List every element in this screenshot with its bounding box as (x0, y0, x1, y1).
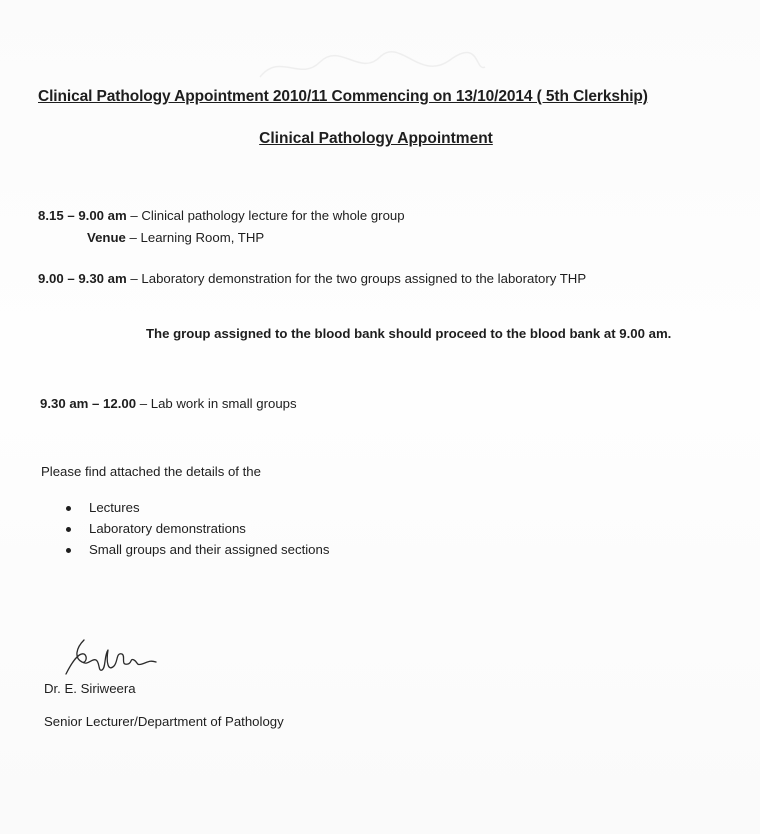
document-title: Clinical Pathology Appointment 2010/11 Commencing on 13/10/2014 ( 5th Clerkship) (38, 88, 648, 105)
signatory-title: Senior Lecturer/Department of Pathology (44, 714, 284, 729)
schedule-time: 9.00 – 9.30 am (38, 271, 127, 286)
signatory-name: Dr. E. Siriweera (44, 681, 136, 696)
bullet-icon (66, 548, 71, 553)
list-item-text: Lectures (89, 500, 140, 515)
venue-label: Venue (87, 230, 126, 245)
schedule-time: 8.15 – 9.00 am (38, 208, 127, 223)
venue-value: – Learning Room, THP (129, 230, 265, 245)
schedule-description: – Clinical pathology lecture for the whole group (130, 208, 405, 223)
schedule-row-lab-work (40, 396, 297, 411)
bullet-icon (66, 527, 71, 532)
attachments-list (64, 499, 329, 562)
schedule-description: – Lab work in small groups (139, 396, 297, 411)
list-item-text: Small groups and their assigned sections (89, 542, 330, 557)
schedule-description: – Laboratory demonstration for the two groups assigned to the laboratory THP (130, 271, 587, 286)
list-item (64, 541, 329, 562)
list-item (64, 520, 329, 541)
schedule-time: 9.30 am – 12.00 (40, 396, 137, 411)
bullet-icon (66, 506, 71, 511)
blood-bank-notice: The group assigned to the blood bank should proceed to the blood bank at 9.00 am. (146, 326, 672, 341)
schedule-row-lecture (38, 208, 405, 223)
list-item (64, 499, 329, 520)
attachments-intro: Please find attached the details of the (41, 464, 261, 479)
list-item-text: Laboratory demonstrations (89, 521, 246, 536)
faint-handwriting-mark (250, 42, 490, 92)
document-subtitle: Clinical Pathology Appointment (259, 130, 493, 147)
schedule-row-venue (87, 230, 264, 245)
handwritten-signature (62, 636, 162, 680)
schedule-row-demonstration (38, 271, 586, 286)
